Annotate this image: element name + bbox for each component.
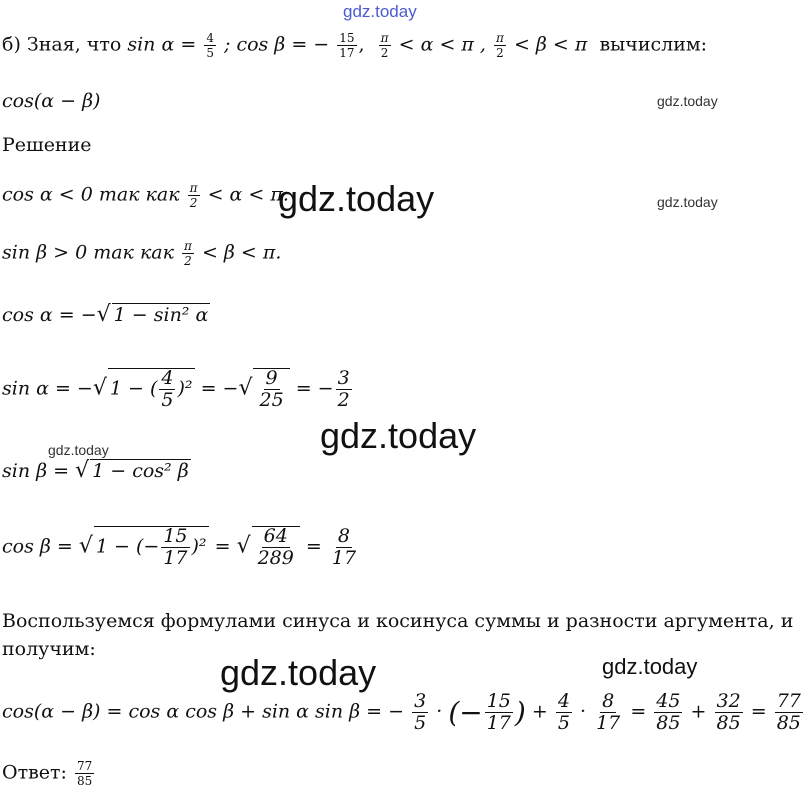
solution-heading: Решение [2, 134, 92, 156]
fraction: $\frac{3}{2}$ [337, 367, 350, 411]
fraction: $\frac{45}{85}$ [656, 690, 681, 734]
fraction: $\frac{64}{289}$ [257, 525, 294, 569]
cos-a-formula: cos α = −√ 1 − sin² α [2, 302, 209, 327]
fraction: $\frac{4}{5}$ [161, 367, 174, 411]
final-calc: cos(α − β) = cos α cos β + sin α sin β = − $\frac{3}{5}$ · (− $\frac{15}{17}$ ) + $\frac{4}{5}$ · $\frac{8}{17}$ = $\frac{45}{85}$ + $\frac{32}{85}$ = $\frac{77}{85}$ [2, 690, 801, 734]
cos-b-calc: cos β = √ 1 − (− $\frac{15}{17}$ )² = √ $\frac{64}{289}$ = $\frac{8}{17}$ [2, 525, 357, 569]
sin-b-formula: sin β = √ 1 − cos² β [2, 458, 189, 483]
fraction: $\frac{\pi}{2}$ [496, 31, 504, 60]
given-prefix: б) Зная, что [2, 33, 122, 56]
fraction: $\frac{\pi}{2}$ [189, 181, 198, 210]
watermark-top: gdz.today [343, 2, 417, 21]
fraction: $\frac{8}{17}$ [331, 525, 357, 569]
fraction: $\frac{9}{25}$ [259, 367, 284, 411]
given-suffix: вычислим: [599, 33, 708, 56]
sin-b-sign-line: sin β > 0 так как $\frac{\pi}{2}$ < β < π. [2, 239, 282, 268]
explanation-line-1: Воспользуемся формулами синуса и косинуса суммы и разности аргумента, и [2, 610, 794, 632]
given-line: б) Зная, что sin α = $\frac{4}{5}$ ; cos β = − $\frac{15}{17}$ , $\frac{\pi}{2}$ < α < π , $\frac{\pi}{2}$ < β < π вычислим: [2, 31, 708, 60]
fraction: $\frac{3}{5}$ [414, 690, 427, 734]
fraction: $\frac{4}{5}$ [557, 690, 570, 734]
answer-line [2, 760, 96, 787]
fraction: $\frac{15}{17}$ [163, 525, 188, 569]
explanation-line-2: получим: [2, 638, 96, 660]
watermark-small: gdz.today [48, 442, 109, 458]
watermark-small: gdz.today [657, 194, 718, 210]
sin-a-calc: sin α = −√ 1 − ( $\frac{4}{5}$ )² = −√ $\frac{9}{25}$ = − $\frac{3}{2}$ [2, 367, 350, 411]
fraction: $\frac{\pi}{2}$ [184, 239, 192, 268]
range-a: < α < π , [398, 33, 486, 56]
answer-label: Ответ: [2, 761, 67, 784]
given-sin: sin α = [127, 33, 197, 56]
watermark-medium: gdz.today [602, 654, 698, 679]
fraction: $\frac{15}{17}$ [486, 690, 511, 734]
fraction: $\frac{8}{17}$ [596, 690, 621, 734]
watermark-large: gdz.today [278, 178, 435, 219]
watermark-large: gdz.today [320, 415, 477, 456]
cos-a-sign-line: cos α < 0 так как $\frac{\pi}{2}$ < α < π. [2, 181, 289, 210]
fraction: $\frac{77}{85}$ [77, 759, 93, 788]
range-b: < β < π [513, 33, 588, 56]
task-expression: cos(α − β) [2, 90, 101, 112]
fraction: $\frac{32}{85}$ [716, 690, 741, 734]
fraction: $\frac{\pi}{2}$ [380, 31, 389, 60]
watermark-large: gdz.today [220, 652, 377, 693]
given-cos: ; cos β = − [224, 33, 330, 56]
fraction: $\frac{15}{17}$ [339, 31, 355, 60]
fraction: $\frac{77}{85}$ [776, 690, 801, 734]
fraction: $\frac{4}{5}$ [206, 31, 214, 60]
watermark-small: gdz.today [657, 93, 718, 109]
